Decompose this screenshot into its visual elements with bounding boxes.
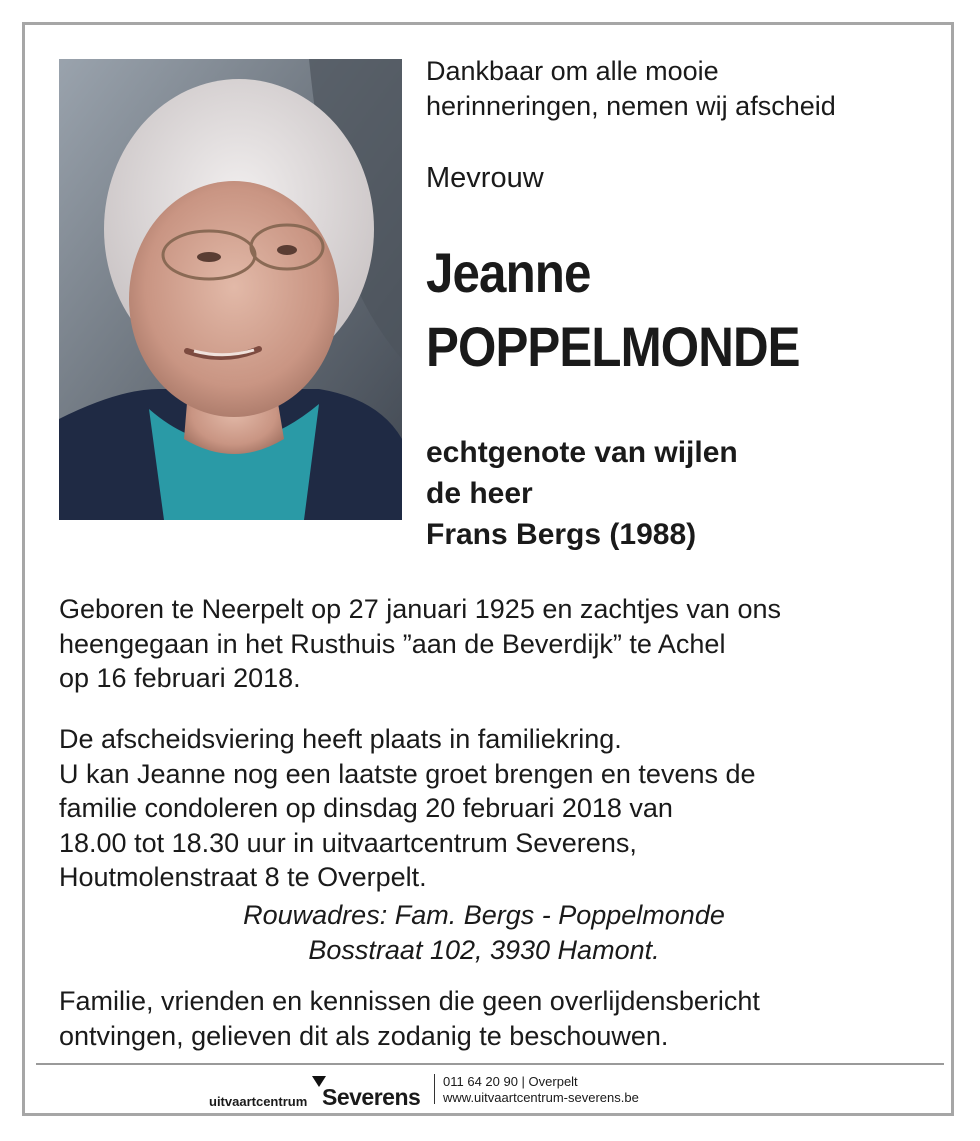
first-name: Jeanne xyxy=(426,241,591,304)
funeral-home-footer xyxy=(0,1070,980,1110)
paragraph-line: heengegaan in het Rusthuis ”aan de Beverdijk” te Achel xyxy=(59,628,726,659)
footer-separator xyxy=(434,1074,435,1104)
paragraph-line: Familie, vrienden en kennissen die geen overlijdensbericht xyxy=(59,986,760,1016)
brand-name: Severens xyxy=(322,1084,421,1110)
spouse-line: Frans Bergs (1988) xyxy=(426,518,697,551)
address-line: Bosstraat 102, 3930 Hamont. xyxy=(308,934,660,965)
notice-paragraph xyxy=(59,984,939,1053)
ceremony-paragraph xyxy=(59,722,939,895)
website-link[interactable]: www.uitvaartcentrum-severens.be xyxy=(443,1090,639,1105)
brand-small-text: uitvaartcentrum xyxy=(209,1094,308,1109)
paragraph-line: Houtmolenstraat 8 te Overpelt. xyxy=(59,862,427,892)
intro-line: Dankbaar om alle mooie xyxy=(426,56,719,86)
paragraph-line: De afscheidsviering heeft plaats in familiekring. xyxy=(59,724,622,754)
contact-info xyxy=(443,1074,639,1106)
address-line: Rouwadres: Fam. Bergs - Poppelmonde xyxy=(243,900,725,930)
phone-line: 011 64 20 90 | Overpelt xyxy=(443,1074,578,1089)
portrait-illustration xyxy=(59,59,402,520)
spouse-info xyxy=(426,432,738,555)
deceased-name xyxy=(426,236,800,384)
birth-death-paragraph xyxy=(59,592,939,696)
spouse-line: echtgenote van wijlen xyxy=(426,436,738,469)
honorific: Mevrouw xyxy=(426,162,544,194)
paragraph-line: Geboren te Neerpelt op 27 januari 1925 en zachtjes van ons xyxy=(59,594,781,624)
intro-text xyxy=(426,54,946,124)
paragraph-line: familie condoleren op dinsdag 20 februari 2018 van xyxy=(59,793,673,823)
spouse-line: de heer xyxy=(426,477,533,510)
portrait-photo xyxy=(59,59,402,520)
intro-line: herinneringen, nemen wij afscheid xyxy=(426,91,836,121)
footer-divider xyxy=(36,1063,944,1065)
paragraph-line: U kan Jeanne nog een laatste groet brengen en tevens de xyxy=(59,758,756,789)
last-name: POPPELMONDE xyxy=(426,315,800,378)
paragraph-line: ontvingen, gelieven dit als zodanig te beschouwen. xyxy=(59,1020,669,1051)
mourning-address xyxy=(59,898,909,967)
paragraph-line: op 16 februari 2018. xyxy=(59,663,301,693)
paragraph-line: 18.00 tot 18.30 uur in uitvaartcentrum Severens, xyxy=(59,827,637,858)
